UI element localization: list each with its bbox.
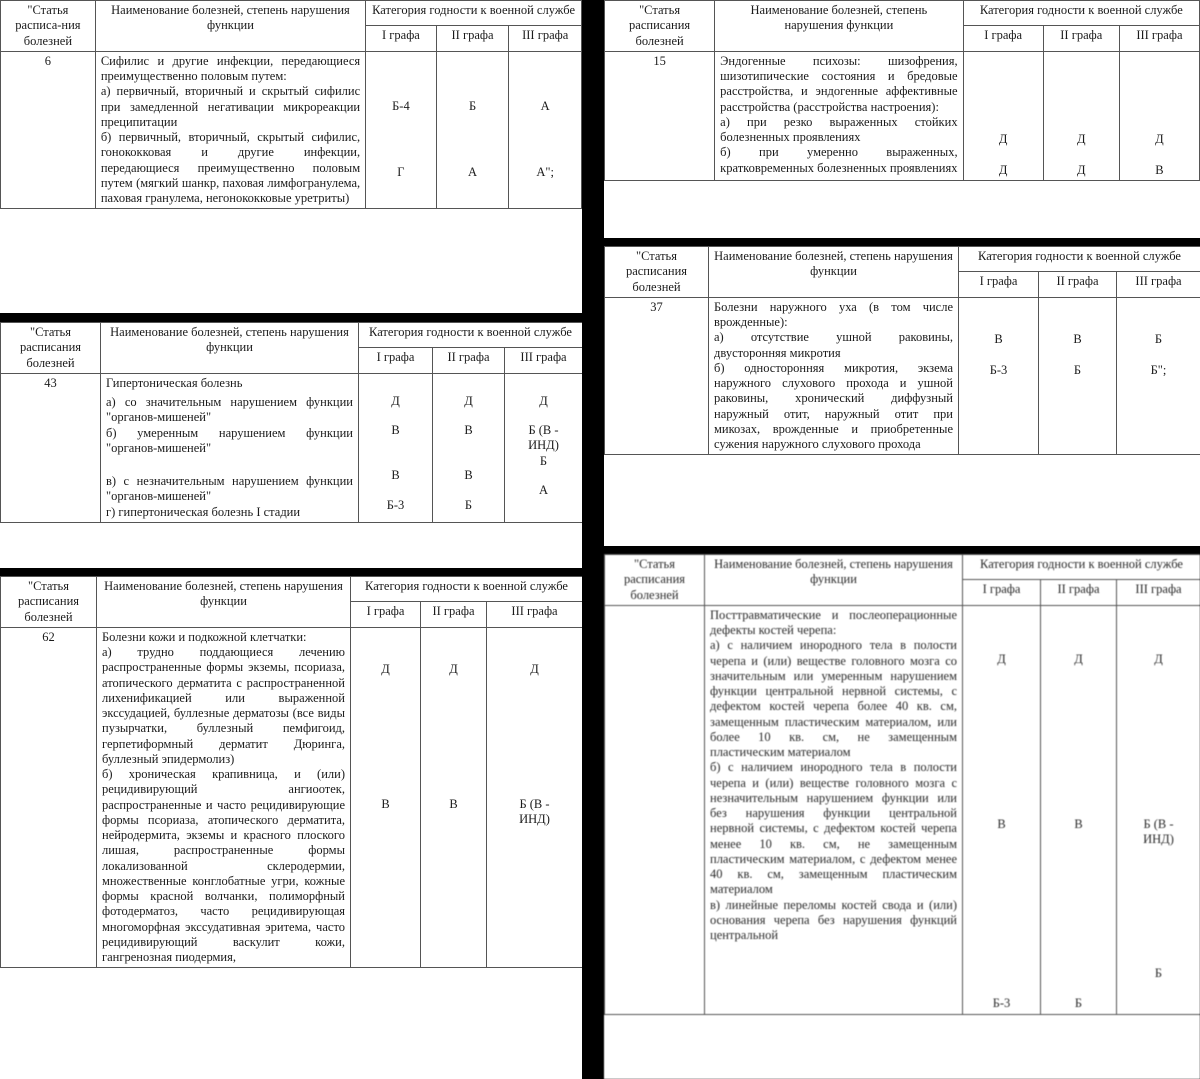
category-value: Б-3 xyxy=(992,996,1011,1011)
desc-line: а) при резко выраженных стойких болезненных проявлениях xyxy=(720,114,958,144)
header-name: Наименование болезней, степень нарушения функции xyxy=(97,577,351,628)
panel-article-6 xyxy=(0,0,582,313)
header-graph-2: II графа xyxy=(421,602,487,627)
category-value: А xyxy=(540,98,550,113)
article-number: 15 xyxy=(605,51,715,181)
desc-line: а) первичный, вторичный и скрытый сифилис при замедленной негативации микрореакции преципитации xyxy=(100,84,361,129)
category-value: Д xyxy=(449,661,458,676)
desc-line: а) со значительным нарушением функции "органов-мишеней" xyxy=(106,395,353,425)
panel-article-37 xyxy=(604,246,1200,546)
header-category: Категория годности к военной службе xyxy=(963,1,1199,26)
desc-line: Посттравматические и послеоперационные дефекты костей черепа: xyxy=(710,607,957,637)
table-article-15 xyxy=(604,0,1200,181)
category-value: Д xyxy=(1154,651,1163,666)
category-col-3 xyxy=(487,627,583,968)
article-description xyxy=(715,51,963,181)
table-skull-defects xyxy=(604,554,1200,1015)
category-value: Б (В - ИНД) xyxy=(1143,817,1174,847)
category-value: В xyxy=(464,468,473,483)
category-value: Д xyxy=(997,651,1006,666)
desc-line: Болезни наружного уха (в том числе врожденные): xyxy=(714,299,953,329)
category-value: Б"; xyxy=(1150,363,1167,377)
category-value: В xyxy=(1155,163,1164,177)
header-category: Категория годности к военной службе xyxy=(366,1,582,26)
category-value: Б xyxy=(1154,331,1163,346)
category-col-3 xyxy=(1117,605,1200,1014)
header-graph-1: I графа xyxy=(959,272,1039,297)
desc-line: Гипертоническая болезнь xyxy=(106,375,243,390)
header-category: Категория годности к военной службе xyxy=(963,555,1200,580)
header-graph-1: I графа xyxy=(366,26,437,51)
category-value: В xyxy=(1073,331,1082,346)
category-col-3 xyxy=(509,51,582,209)
category-value: Д xyxy=(1074,651,1083,666)
category-value: Б-4 xyxy=(392,98,410,113)
header-graph-3: III графа xyxy=(505,348,583,373)
table-article-43 xyxy=(0,322,582,523)
article-number: 37 xyxy=(605,297,709,455)
category-value: Д xyxy=(391,393,400,408)
desc-line: б) с наличием инородного тела в полости черепа и (или) веществе головного мозга с незначительным нарушением функции или без нарушения функции центральной нервной системы, с дефектом костей черепа менее 10 кв. см, не замещенным пластическим материалом, с дефектом менее 40 кв. см, замещенным пластическим материалом xyxy=(710,760,957,897)
category-value: Д xyxy=(381,661,390,676)
header-category: Категория годности к военной службе xyxy=(959,247,1200,272)
header-name: Наименование болезней, степень нарушения функции xyxy=(705,555,963,606)
category-value: В xyxy=(381,797,390,811)
category-value: Б xyxy=(1073,363,1082,377)
category-value: Б (В - ИНД) xyxy=(519,797,550,827)
header-graph-3: III графа xyxy=(487,602,583,627)
table-article-37 xyxy=(604,246,1200,455)
header-article: "Статья расписа-ния болезней xyxy=(1,1,96,52)
desc-line: а) отсутствие ушной раковины, двусторонняя микротия xyxy=(714,330,953,360)
header-name: Наименование болезней, степень нарушения функции xyxy=(101,323,359,374)
category-value: Б xyxy=(1074,996,1083,1011)
category-value: Б-3 xyxy=(989,363,1008,377)
article-description xyxy=(101,373,359,522)
header-name: Наименование болезней, степень нарушения функции xyxy=(709,247,959,298)
desc-line: Болезни кожи и подкожной клетчатки: xyxy=(102,629,307,644)
desc-line: в) с незначительным нарушением функции "органов-мишеней" xyxy=(106,474,353,504)
table-article-62 xyxy=(0,576,582,968)
header-graph-1: I графа xyxy=(963,26,1043,51)
category-col-1 xyxy=(963,605,1041,1014)
table-article-6 xyxy=(0,0,582,209)
category-col-2 xyxy=(433,373,505,522)
header-article: "Статья расписания болезней xyxy=(1,577,97,628)
header-article: "Статья расписания болезней xyxy=(605,555,705,606)
category-value: Д xyxy=(1077,163,1086,177)
desc-line: б) хроническая крапивница, и (или) рецидивирующий ангиоотек, распространенные и часто рецидивирующие формы псориаза, атопического дерматита, нейродермита, экземы и красного плоского лишая, распространенные формы локализованной склеродермии, множественные конглобатные угри, кожные формы красной волчанки, полиморфный фотодерматоз, часто рецидивирующая многоморфная экссудативная эритема, часто рецидивирующий васкулит кожи, гангренозная пиодермия, xyxy=(102,767,345,964)
panel-article-15 xyxy=(604,0,1200,238)
panel-skull-defects xyxy=(604,554,1200,1079)
header-graph-3: III графа xyxy=(1119,26,1199,51)
header-graph-2: II графа xyxy=(436,26,509,51)
desc-line: Сифилис и другие инфекции, передающиеся преимущественно половым путем: xyxy=(100,53,361,83)
category-value: Б (В - ИНД) xyxy=(528,423,559,453)
desc-line: б) при умеренно выраженных, кратковременных болезненных проявлениях xyxy=(720,145,958,175)
article-number: 62 xyxy=(1,627,97,968)
category-value: Б xyxy=(539,453,548,468)
category-value: Д xyxy=(1077,131,1086,146)
category-value: В xyxy=(994,331,1003,346)
header-graph-2: II графа xyxy=(1039,272,1117,297)
category-value: Б-3 xyxy=(386,497,405,512)
category-value: В xyxy=(449,797,458,811)
category-col-1 xyxy=(351,627,421,968)
header-graph-1: I графа xyxy=(359,348,433,373)
desc-line: г) гипертоническая болезнь I стадии xyxy=(106,504,301,519)
category-value: В xyxy=(464,423,473,437)
article-description xyxy=(709,297,959,455)
desc-line: а) трудно поддающиеся лечению распространенные формы экземы, псориаза, атопического дерматита с распространенной лихенификацией или выраженной экссудацией, буллезные дерматозы (все виды пузырчатки, буллезный пемфигоид, герпетиформный дерматит Дюринга, буллезный эпидермолиз) xyxy=(102,645,345,766)
category-value: Д xyxy=(539,393,548,408)
header-name: Наименование болезней, степень нарушения функции xyxy=(95,1,365,52)
article-number xyxy=(605,605,705,1014)
header-name: Наименование болезней, степень нарушения функции xyxy=(715,1,963,52)
desc-line: Эндогенные психозы: шизофрения, шизотипические состояния и бредовые расстройства, и эндогенные аффективные расстройства (расстройства настроения): xyxy=(720,53,958,114)
category-value: В xyxy=(391,423,400,437)
panel-article-43 xyxy=(0,322,582,568)
desc-line: б) односторонняя микротия, экзема наружного слухового прохода и ушной раковины, хронический диффузный наружный отит, наружный отит при микозах, врожденные и приобретенные сужения наружного слухового прохода xyxy=(714,360,953,451)
category-value: В xyxy=(1074,817,1083,831)
category-col-2 xyxy=(1039,297,1117,455)
category-col-2 xyxy=(1043,51,1119,181)
header-graph-3: III графа xyxy=(1117,272,1200,297)
category-value: Б xyxy=(1154,965,1163,980)
header-article: "Статья расписания болезней xyxy=(1,323,101,374)
header-category: Категория годности к военной службе xyxy=(359,323,583,348)
article-number: 6 xyxy=(1,51,96,209)
category-value: В xyxy=(391,468,400,483)
category-value: А xyxy=(468,165,478,179)
desc-line: б) умеренным нарушением функции "органов-мишеней" xyxy=(106,425,353,455)
category-value: Д xyxy=(530,661,539,676)
header-graph-3: III графа xyxy=(1117,580,1200,605)
category-value: Г xyxy=(397,165,405,179)
header-article: "Статья расписания болезней xyxy=(605,1,715,52)
article-description xyxy=(705,605,963,1014)
header-graph-3: III графа xyxy=(509,26,582,51)
category-col-1 xyxy=(959,297,1039,455)
header-graph-1: I графа xyxy=(963,580,1041,605)
header-graph-1: I графа xyxy=(351,602,421,627)
category-col-2 xyxy=(1041,605,1117,1014)
desc-line: б) первичный, вторичный, скрытый сифилис, гонококковая и другие инфекции, передающиеся преимущественно половым путем (мягкий шанкр, паховая лимфогранулема, паховая гранулема, негонококковые уретриты) xyxy=(100,130,361,205)
category-value: Д xyxy=(464,393,473,408)
category-value: Б xyxy=(464,497,473,512)
category-col-1 xyxy=(366,51,437,209)
category-col-3 xyxy=(1119,51,1199,181)
category-col-2 xyxy=(436,51,509,209)
header-article: "Статья расписания болезней xyxy=(605,247,709,298)
category-value: Д xyxy=(998,163,1008,177)
category-col-1 xyxy=(963,51,1043,181)
category-value: Б xyxy=(468,98,477,113)
category-value: Д xyxy=(998,131,1008,146)
header-category: Категория годности к военной службе xyxy=(351,577,583,602)
header-graph-2: II графа xyxy=(1043,26,1119,51)
category-value: А"; xyxy=(536,165,554,179)
category-col-1 xyxy=(359,373,433,522)
category-col-2 xyxy=(421,627,487,968)
header-graph-2: II графа xyxy=(433,348,505,373)
category-col-3 xyxy=(1117,297,1200,455)
category-value: А xyxy=(538,482,549,497)
panel-article-62 xyxy=(0,576,582,1079)
desc-line: в) линейные переломы костей свода и (или) основания черепа без нарушения функций центральной xyxy=(710,897,957,942)
article-number: 43 xyxy=(1,373,101,522)
article-description xyxy=(95,51,365,209)
desc-line: а) с наличием инородного тела в полости черепа и (или) веществе головного мозга со значительным или умеренным нарушением функции центральной нервной системы, с дефектом костей черепа более 40 кв. см, замещенным пластическим материалом, или более 10 кв. см, не замещенным пластическим материалом xyxy=(710,638,957,759)
header-graph-2: II графа xyxy=(1041,580,1117,605)
article-description xyxy=(97,627,351,968)
category-col-3 xyxy=(505,373,583,522)
category-value: Д xyxy=(1155,131,1164,146)
category-value: В xyxy=(997,817,1006,831)
